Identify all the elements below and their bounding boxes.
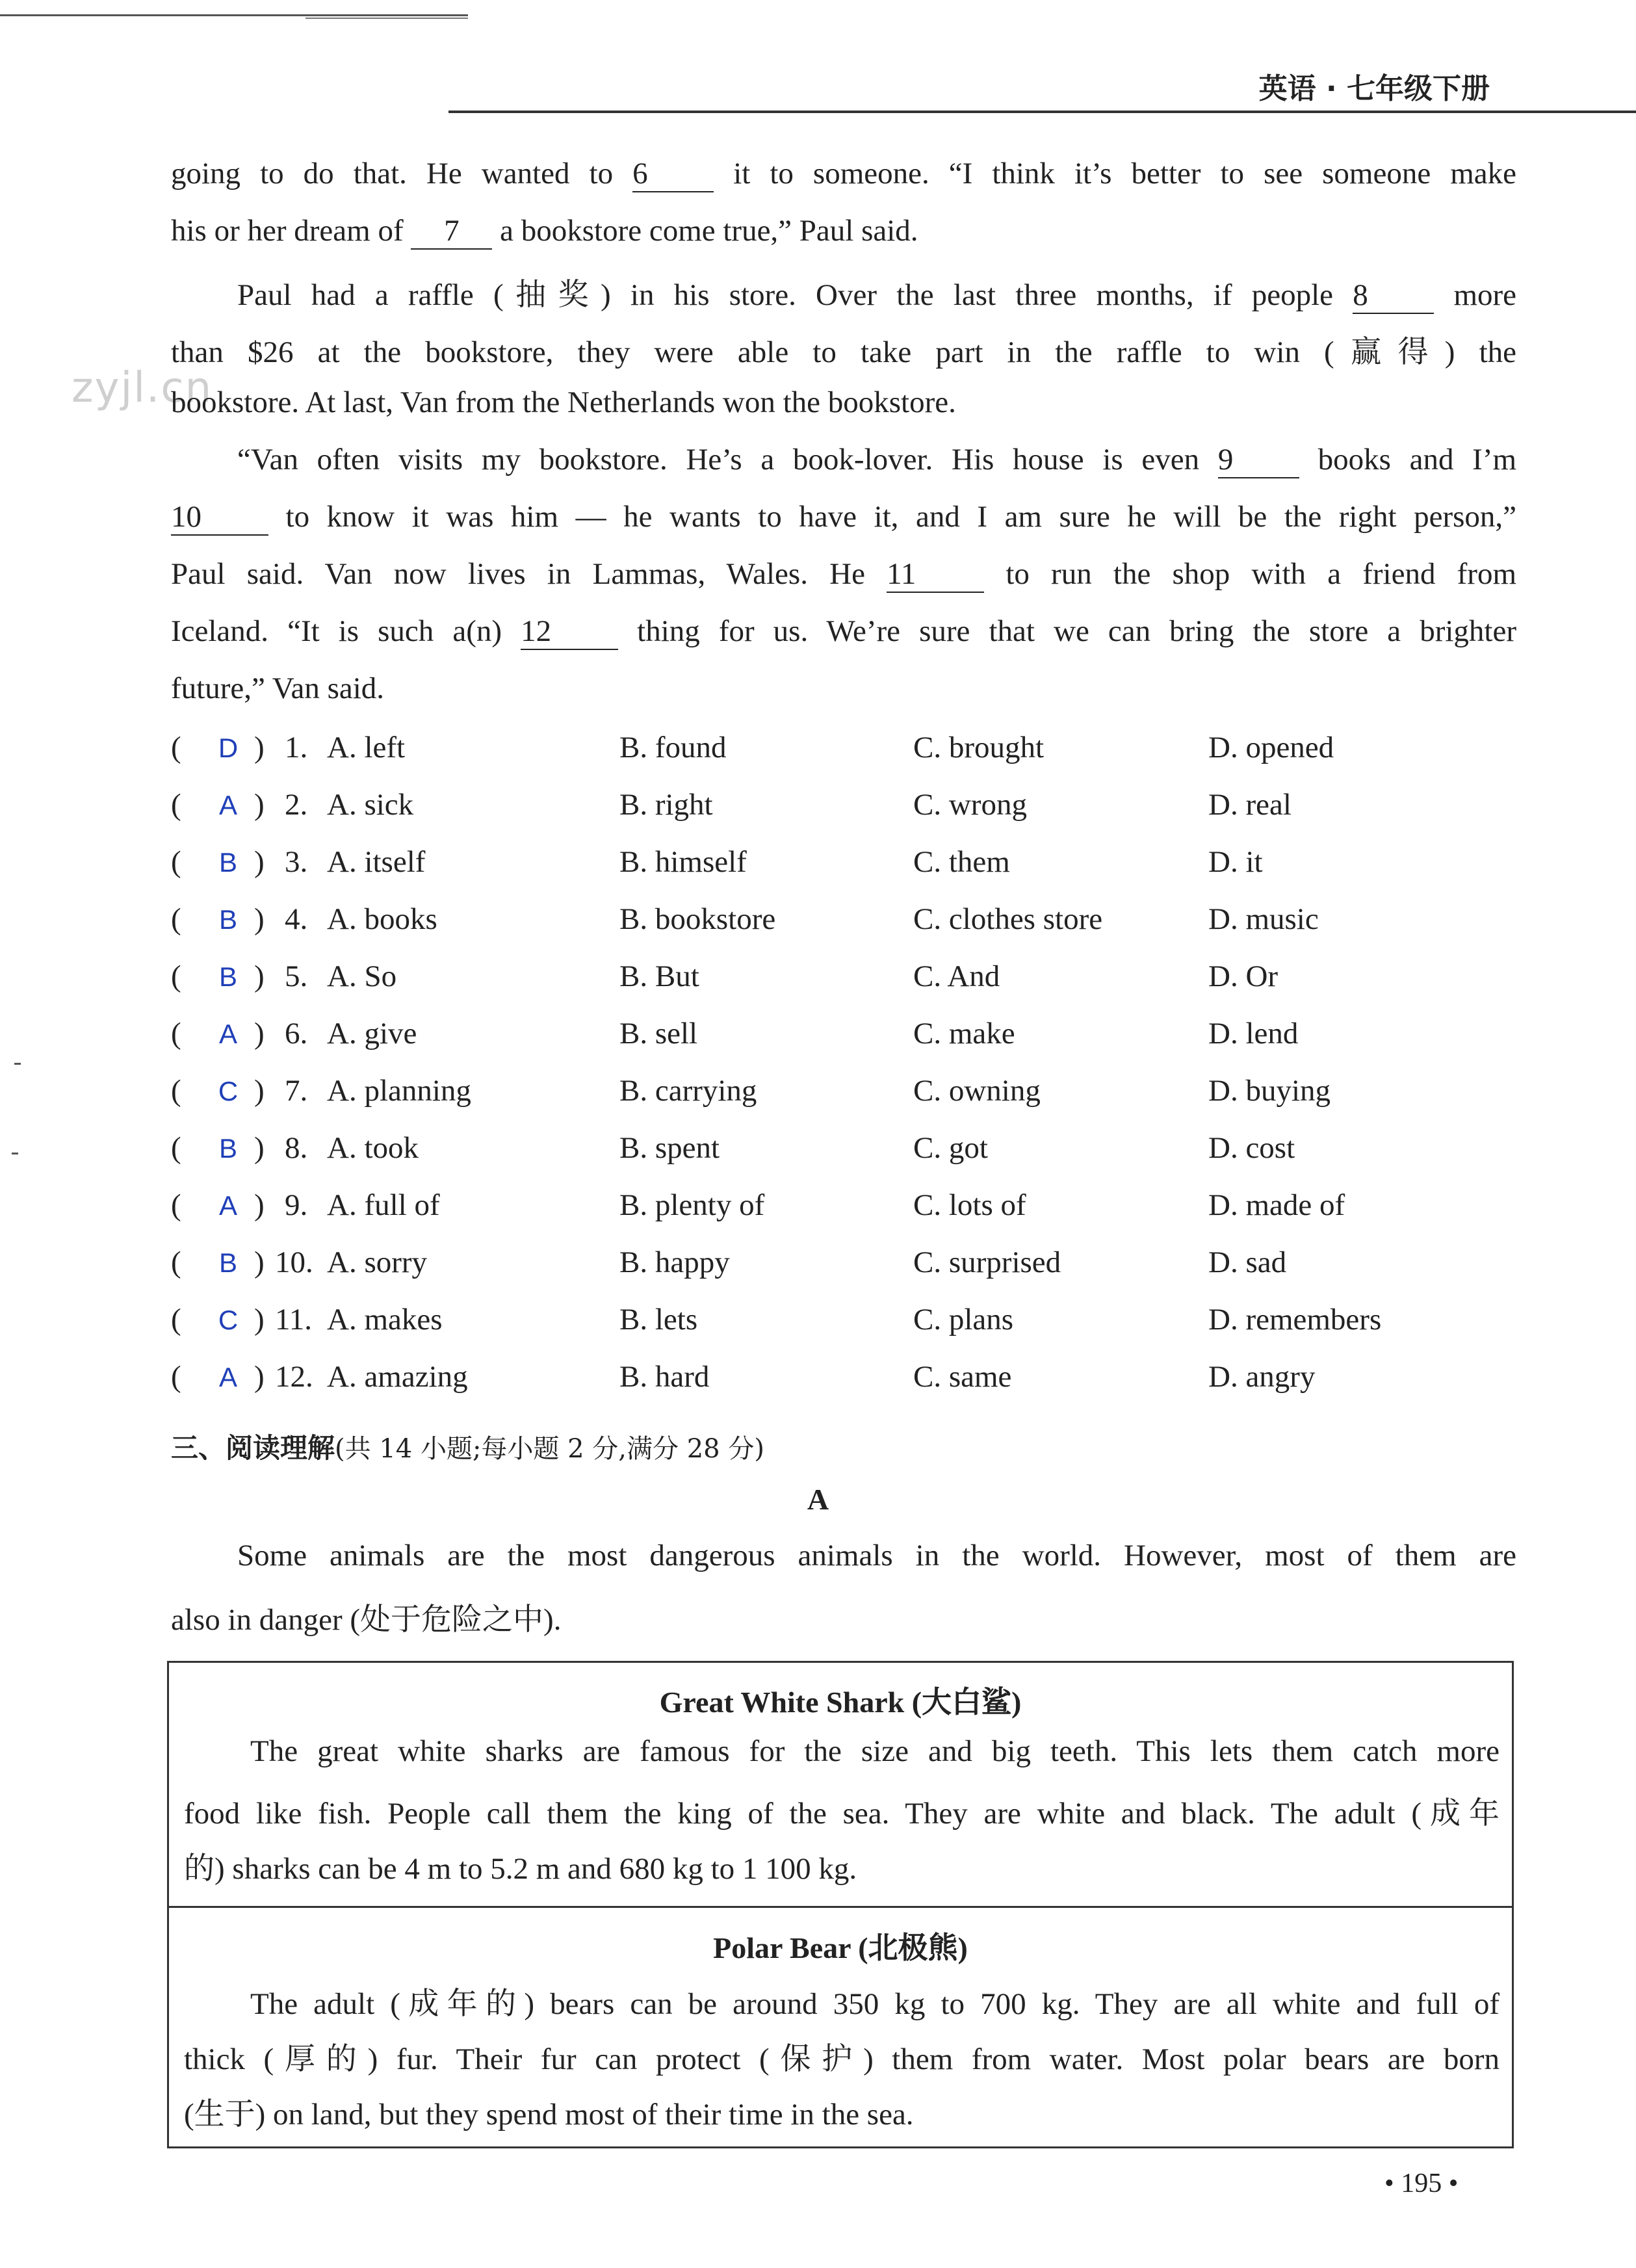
question-row: ( B ) 8. A. took B. spent C. got D. cost	[171, 1131, 1295, 1165]
shark-line-2: food like fish. People call them the king of the sea. They are white and black. The adult (成年	[184, 1797, 1500, 1831]
blank-11: 11	[887, 556, 984, 593]
shark-line-3: 的) sharks can be 4 m to 5.2 m and 680 kg to 1 100 kg.	[184, 1852, 857, 1886]
section-title: 三、阅读理解(共 14 小题;每小题 2 分,满分 28 分)	[171, 1432, 764, 1464]
question-row: ( B ) 3. A. itself B. himself C. them D. it	[171, 845, 1263, 879]
question-row: ( B ) 5. A. So B. But C. And D. Or	[171, 959, 1279, 993]
option-d: D. buying	[1208, 1074, 1331, 1108]
option-c: C. lots of	[913, 1188, 1026, 1222]
option-c: C. owning	[913, 1074, 1041, 1108]
option-c: C. plans	[913, 1303, 1014, 1336]
question-row: ( A ) 6. A. give B. sell C. make D. lend	[171, 1017, 1299, 1050]
option-a: A. sorry	[327, 1245, 428, 1279]
passage-line-4: than $26 at the bookstore, they were able to take part in the raffle to win (赢得) the	[171, 335, 1516, 369]
blank-9: 9	[1218, 442, 1299, 478]
option-a: A. left	[327, 731, 406, 764]
question-row: ( A ) 2. A. sick B. right C. wrong D. real	[171, 788, 1292, 822]
option-b: B. found	[619, 731, 727, 764]
option-b: B. sell	[619, 1017, 698, 1050]
answer-mark: A	[218, 1190, 237, 1221]
option-a: A. took	[327, 1131, 419, 1165]
option-a: A. give	[327, 1017, 417, 1050]
blank-10: 10	[171, 499, 268, 536]
question-row: ( C ) 11. A. makes B. lets C. plans D. remembers	[171, 1303, 1382, 1336]
option-b: B. lets	[619, 1303, 698, 1336]
blank-8: 8	[1353, 278, 1434, 314]
bear-line-1: The adult (成年的) bears can be around 350 kg to 700 kg. They are all white and full of	[250, 1987, 1500, 2021]
option-d: D. opened	[1208, 731, 1334, 764]
question-row: ( A ) 12. A. amazing B. hard C. same D. angry	[171, 1360, 1316, 1394]
margin-mark	[14, 1063, 21, 1065]
answer-mark: A	[218, 1019, 237, 1049]
answer-mark: B	[218, 1133, 237, 1164]
option-d: D. real	[1208, 788, 1292, 822]
shark-line-1: The great white sharks are famous for the size and big teeth. This lets them catch more	[250, 1734, 1500, 1768]
question-row: ( D ) 1. A. left B. found C. brought D. opened	[171, 731, 1334, 764]
passage-line-6: “Van often visits my bookstore. He’s a book-lover. His house is even 9 books and I’m	[237, 442, 1516, 478]
page-number: • 195 •	[1384, 2169, 1459, 2198]
passage-line-3: Paul had a raffle (抽奖) in his store. Over the last three months, if people 8 more	[237, 270, 1516, 314]
option-b: B. happy	[619, 1245, 730, 1279]
option-b: B. spent	[619, 1131, 720, 1165]
margin-mark	[12, 1153, 18, 1154]
bear-line-2: thick (厚的) fur. Their fur can protect (保护) them from water. Most polar bears are born	[184, 2042, 1500, 2076]
passage-line-1: going to do that. He wanted to 6 it to someone. “I think it’s better to see someone make	[171, 156, 1516, 192]
option-c: C. make	[913, 1017, 1015, 1050]
passage-line-8: Paul said. Van now lives in Lammas, Wales. He 11 to run the shop with a friend from	[171, 556, 1516, 593]
passage-line-7: 10 to know it was him — he wants to have it, and I am sure he will be the right person,”	[171, 499, 1516, 536]
passage-line-2: his or her dream of 7 a bookstore come true,” Paul said.	[171, 213, 918, 250]
blank-6: 6	[632, 156, 714, 192]
part-heading: A	[807, 1483, 829, 1516]
answer-mark: C	[218, 1076, 239, 1106]
option-b: B. right	[619, 788, 713, 822]
option-c: C. wrong	[913, 788, 1027, 822]
question-row: ( B ) 10. A. sorry B. happy C. surprised D. sad	[171, 1245, 1287, 1279]
option-b: B. carrying	[619, 1074, 757, 1108]
blank-12: 12	[521, 614, 618, 650]
option-c: C. And	[913, 959, 1000, 993]
option-c: C. surprised	[913, 1245, 1061, 1279]
table-divider	[167, 1906, 1514, 1908]
option-d: D. angry	[1208, 1360, 1316, 1394]
option-b: B. plenty of	[619, 1188, 765, 1222]
intro-line-2: also in danger (处于危险之中).	[171, 1603, 562, 1637]
shark-title: Great White Shark (大白鲨)	[659, 1686, 1022, 1719]
answer-mark: A	[218, 1362, 237, 1392]
polar-bear-title: Polar Bear (北极熊)	[713, 1931, 968, 1964]
answer-mark: C	[218, 1305, 239, 1335]
option-a: A. full of	[327, 1188, 440, 1222]
option-d: D. cost	[1208, 1131, 1295, 1165]
answer-mark: B	[218, 961, 237, 992]
option-c: C. got	[913, 1131, 988, 1165]
question-row: ( C ) 7. A. planning B. carrying C. owning D. buying	[171, 1074, 1331, 1108]
option-c: C. them	[913, 845, 1010, 879]
section-note: (共 14 小题;每小题 2 分,满分 28 分)	[335, 1434, 764, 1464]
option-b: B. bookstore	[619, 902, 776, 936]
option-c: C. brought	[913, 731, 1045, 764]
option-a: A. makes	[327, 1303, 443, 1336]
option-a: A. planning	[327, 1074, 471, 1108]
top-decoration-line-2	[305, 18, 468, 19]
answer-mark: A	[218, 790, 237, 820]
passage-line-10: future,” Van said.	[171, 671, 385, 705]
option-b: B. But	[619, 959, 699, 993]
answer-mark: B	[218, 847, 237, 878]
option-a: A. itself	[327, 845, 426, 879]
option-d: D. music	[1208, 902, 1319, 936]
answer-mark: D	[218, 733, 239, 763]
option-a: A. books	[327, 902, 437, 936]
option-a: A. amazing	[327, 1360, 468, 1394]
option-a: A. So	[327, 959, 397, 993]
option-d: D. sad	[1208, 1245, 1287, 1279]
watermark: zyjl.cn	[71, 364, 213, 412]
option-a: A. sick	[327, 788, 414, 822]
page-header-title: 英语 · 七年级下册	[1258, 72, 1490, 105]
option-d: D. made of	[1208, 1188, 1345, 1222]
bear-line-3: (生于) on land, but they spend most of their time in the sea.	[184, 2098, 914, 2131]
question-row: ( B ) 4. A. books B. bookstore C. clothes store D. music	[171, 902, 1319, 936]
intro-line-1: Some animals are the most dangerous animals in the world. However, most of them are	[237, 1539, 1516, 1572]
passage-line-5: bookstore. At last, Van from the Netherlands won the bookstore.	[171, 385, 956, 419]
option-d: D. remembers	[1208, 1303, 1382, 1336]
option-c: C. same	[913, 1360, 1012, 1394]
option-b: B. himself	[619, 845, 747, 879]
blank-7: 7	[411, 213, 492, 250]
option-c: C. clothes store	[913, 902, 1103, 936]
option-b: B. hard	[619, 1360, 710, 1394]
passage-line-9: Iceland. “It is such a(n) 12 thing for us. We’re sure that we can bring the store a brighter	[171, 614, 1516, 650]
top-decoration-line	[0, 14, 468, 16]
question-row: ( A ) 9. A. full of B. plenty of C. lots of D. made of	[171, 1188, 1345, 1222]
answer-mark: B	[218, 904, 237, 935]
option-d: D. it	[1208, 845, 1263, 879]
option-d: D. Or	[1208, 959, 1279, 993]
option-d: D. lend	[1208, 1017, 1299, 1050]
header-rule	[448, 111, 1636, 113]
answer-mark: B	[218, 1247, 237, 1278]
